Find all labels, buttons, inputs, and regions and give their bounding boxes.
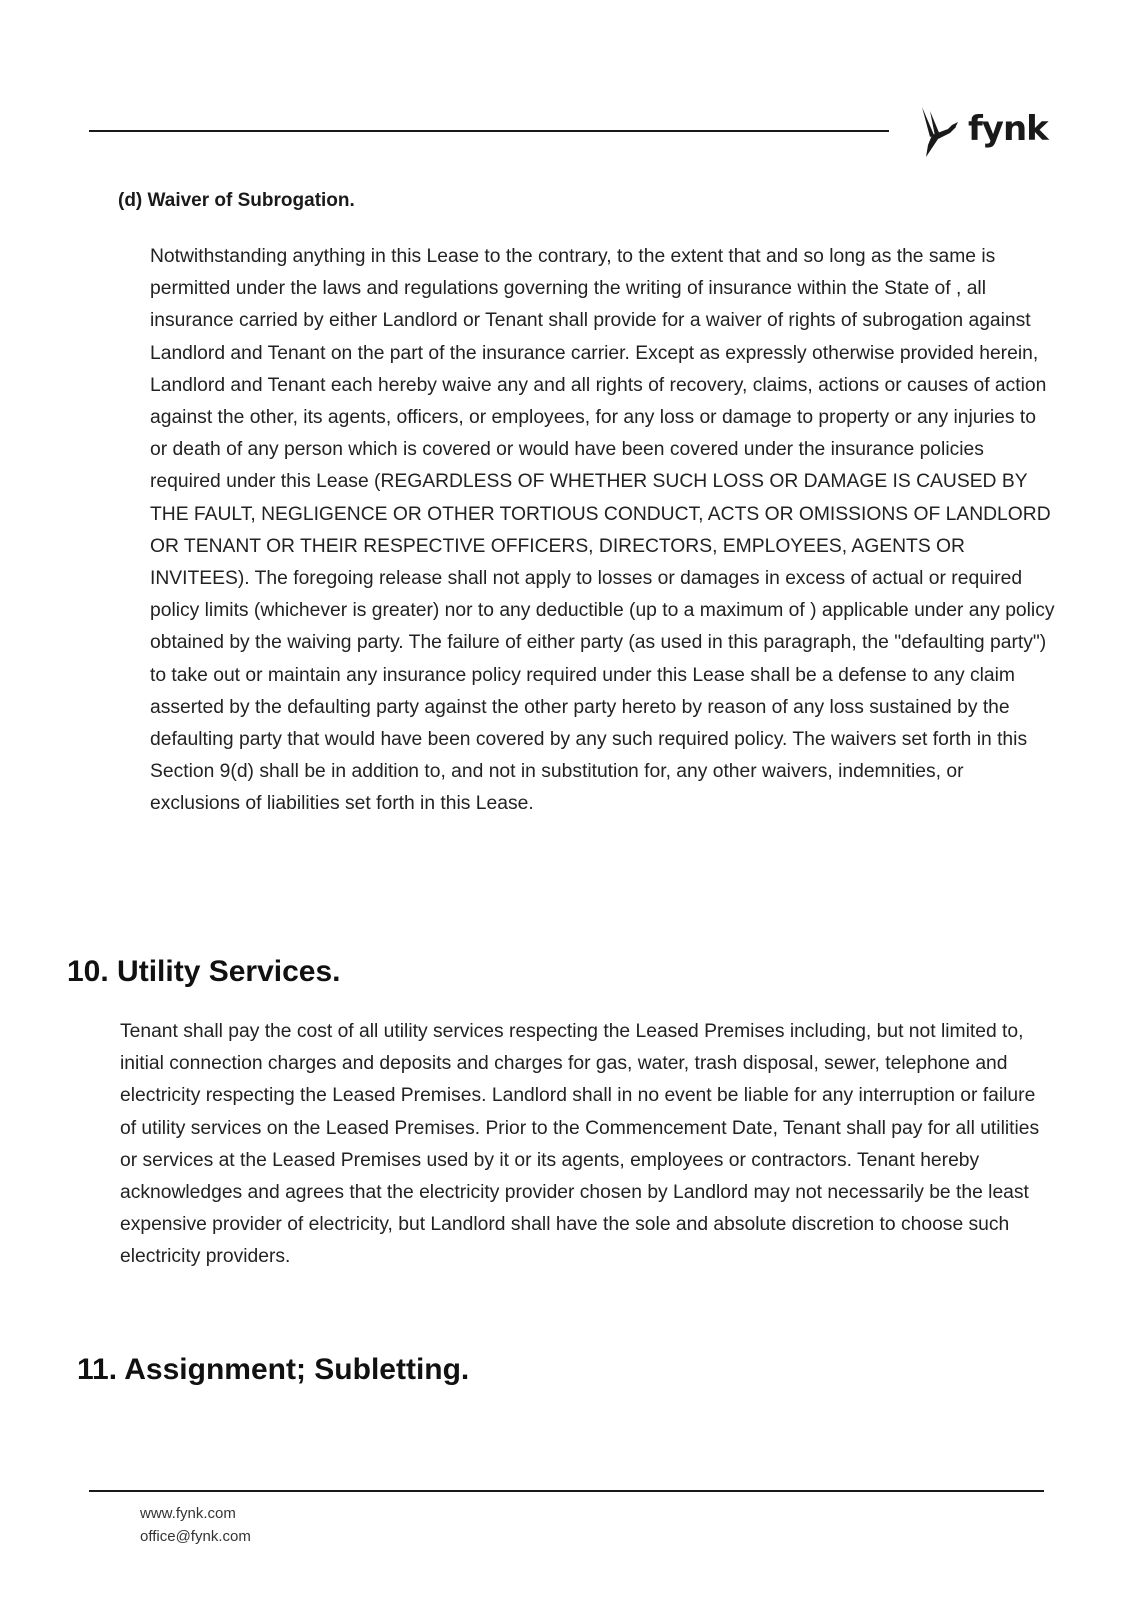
- header-divider: [89, 130, 889, 132]
- fynk-logo: [918, 104, 1048, 160]
- footer-email: office@fynk.com: [140, 1528, 251, 1545]
- waiver-of-subrogation-paragraph: Notwithstanding anything in this Lease to the contrary, to the extent that and so long as the same is permitted under the laws and regulations governing the writing of insurance within the State of , all insurance carried by either Landlord or Tenant shall provide for a waiver of rights of subrogation against Landlord and Tenant on the part of the insurance carrier. Except as expressly otherwise provided herein, Landlord and Tenant each hereby waive any and all rights of recovery, claims, actions or causes of action against the other, its agents, officers, or employees, for any loss or damage to property or any injuries to or death of any person which is covered or would have been covered under the insurance policies required under this Lease (REGARDLESS OF WHETHER SUCH LOSS OR DAMAGE IS CAUSED BY THE FAULT, NEGLIGENCE OR OTHER TORTIOUS CONDUCT, ACTS OR OMISSIONS OF LANDLORD OR TENANT OR THEIR RESPECTIVE OFFICERS, DIRECTORS, EMPLOYEES, AGENTS OR INVITEES). The foregoing release shall not apply to losses or damages in excess of actual or required policy limits (whichever is greater) nor to any deductible (up to a maximum of ) applicable under any policy obtained by the waiving party. The failure of either party (as used in this paragraph, the "defaulting party") to take out or maintain any insurance policy required under this Lease shall be a defense to any claim asserted by the defaulting party against the other party hereto by reason of any loss sustained by the defaulting party that would have been covered by any such required policy. The waivers set forth in this Section 9(d) shall be in addition to, and not in substitution for, any other waivers, indemnities, or exclusions of liabilities set forth in this Lease.: [150, 246, 1055, 815]
- subsection-heading-waiver-of-subrogation: (d) Waiver of Subrogation.: [118, 190, 355, 211]
- section-heading-assignment-subletting: 11. Assignment; Subletting.: [77, 1353, 470, 1386]
- bird-logo-icon: [918, 105, 966, 159]
- footer-website: www.fynk.com: [140, 1505, 236, 1522]
- brand-name: fynk: [968, 109, 1048, 149]
- section-heading-utility-services: 10. Utility Services.: [67, 955, 341, 988]
- footer-divider: [89, 1490, 1044, 1492]
- utility-services-paragraph: Tenant shall pay the cost of all utility services respecting the Leased Premises including, but not limited to, initial connection charges and deposits and charges for gas, water, trash disposal, sewer, telephone and electricity respecting the Leased Premises. Landlord shall in no event be liable for any interruption or failure of utility services on the Leased Premises. Prior to the Commencement Date, Tenant shall pay for all utilities or services at the Leased Premises used by it or its agents, employees or contractors. Tenant hereby acknowledges and agrees that the electricity provider chosen by Landlord may not necessarily be the least expensive provider of electricity, but Landlord shall have the sole and absolute discretion to choose such electricity providers.: [120, 1021, 1040, 1268]
